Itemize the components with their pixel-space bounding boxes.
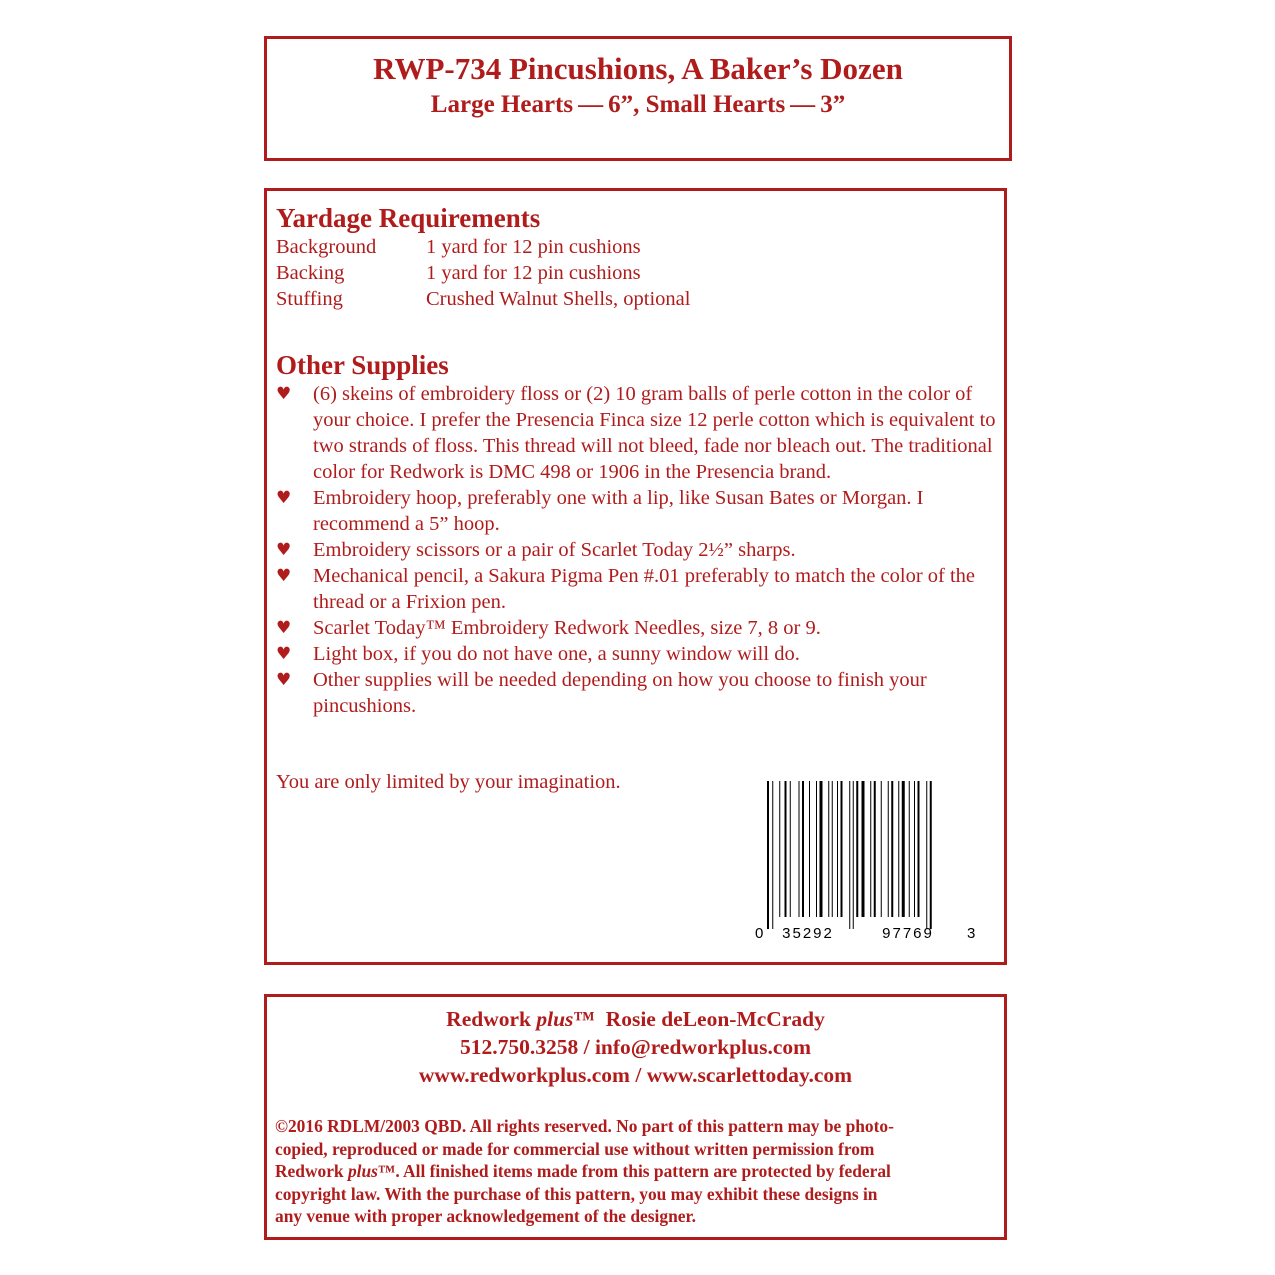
barcode-bar xyxy=(856,781,858,917)
barcode-bar xyxy=(832,781,833,917)
barcode-bar xyxy=(862,781,865,917)
barcode-bar xyxy=(772,781,773,929)
page-title: RWP-734 Pincushions, A Baker’s Dozen xyxy=(373,51,903,86)
yardage-name: Background xyxy=(276,236,377,258)
page-subtitle: Large Hearts — 6”, Small Hearts — 3” xyxy=(430,91,846,118)
barcode-bar xyxy=(849,781,850,929)
website-link-redworkplus[interactable]: www.redworkplus.com xyxy=(418,1063,630,1087)
heart-bullet-icon: ♥ xyxy=(276,384,292,404)
barcode-bar xyxy=(930,781,932,929)
barcode-bar xyxy=(902,781,905,917)
requirements-box xyxy=(264,188,1007,965)
copyright-line: copyright law. With the purchase of this pattern, you may exhibit these designs in xyxy=(275,1183,878,1204)
phone-number: 512.750.3258 xyxy=(459,1035,579,1059)
yardage-value: Crushed Walnut Shells, optional xyxy=(426,288,691,310)
heart-bullet-icon: ♥ xyxy=(276,644,292,664)
barcode-bar xyxy=(909,781,910,917)
contact-box xyxy=(264,994,1007,1240)
barcode-digit-first: 0 xyxy=(755,925,764,941)
email-link[interactable]: info@redworkplus.com xyxy=(594,1035,812,1059)
barcode-bar xyxy=(870,781,871,917)
supply-text: Mechanical pencil, a Sakura Pigma Pen #.01 preferably to match the color of the thread or a Frixion pen. xyxy=(313,565,976,613)
list-item xyxy=(276,641,1006,667)
websites-line: www.redworkplus.com / www.scarlettoday.com xyxy=(418,1063,853,1087)
copyright-line: any venue with proper acknowledgement of the designer. xyxy=(275,1206,696,1226)
supply-text: Embroidery scissors or a pair of Scarlet Today 2½” sharps. xyxy=(313,539,796,561)
yardage-row-backing xyxy=(276,260,641,286)
yardage-name: Stuffing xyxy=(276,288,343,310)
heart-bullet-icon: ♥ xyxy=(276,670,292,690)
barcode-bar xyxy=(809,781,810,917)
barcode-bar xyxy=(888,781,889,917)
supply-text: (6) skeins of embroidery floss or (2) 10 gram balls of perle cotton in the color of your choice. I prefer the Presencia Finca size 12 perle cotton which is equivalent to two strands of floss. This thread will not bleed, fade nor bleach out. The traditional color for Redwork is DMC 498 or 1906 in the Presencia brand. xyxy=(313,383,996,483)
brand-name: Redwork xyxy=(446,1007,531,1031)
barcode-bar xyxy=(837,781,838,917)
copyright-text: Redwork xyxy=(275,1161,348,1181)
barcode-digit-last: 3 xyxy=(967,925,976,941)
barcode-bar xyxy=(898,781,899,917)
barcode-bar xyxy=(767,781,769,929)
barcode-digits-left: 35292 xyxy=(782,925,834,941)
website-link-scarlettoday[interactable]: www.scarlettoday.com xyxy=(646,1063,853,1087)
barcode-bar xyxy=(802,781,804,917)
brand-suffix: plus xyxy=(536,1007,574,1031)
list-item xyxy=(276,563,1006,615)
yardage-name: Backing xyxy=(276,262,345,284)
supplies-heading: Other Supplies xyxy=(276,350,449,380)
heart-bullet-icon: ♥ xyxy=(276,618,292,638)
copyright-text: ™. All finished items made from this pattern are protected by federal xyxy=(377,1161,891,1181)
list-item xyxy=(276,537,1006,563)
barcode-bar xyxy=(828,781,829,917)
barcode-bars xyxy=(767,781,932,929)
heart-bullet-icon: ♥ xyxy=(276,566,292,586)
list-item xyxy=(276,615,1006,641)
supplies-list xyxy=(276,381,1006,719)
yardage-row-background xyxy=(276,234,641,260)
barcode-digits-right: 97769 xyxy=(882,925,934,941)
barcode-bar xyxy=(841,781,843,917)
list-item xyxy=(276,667,1006,719)
barcode-bar xyxy=(881,781,882,917)
barcode-bar xyxy=(891,781,893,917)
supply-text: Light box, if you do not have one, a sunny window will do. xyxy=(313,643,800,665)
copyright-brand-suffix: plus xyxy=(347,1161,378,1181)
copyright-line: ©2016 RDLM/2003 QBD. All rights reserved. No part of this pattern may be photo- xyxy=(275,1116,894,1136)
yardage-heading: Yardage Requirements xyxy=(276,203,541,233)
list-item xyxy=(276,381,1006,485)
author-name: Rosie deLeon-McCrady xyxy=(605,1007,825,1031)
barcode-bar xyxy=(779,781,780,917)
supply-text: Other supplies will be needed depending on how you choose to finish your pincushions. xyxy=(313,669,927,717)
yardage-value: 1 yard for 12 pin cushions xyxy=(426,236,641,258)
closing-statement: You are only limited by your imagination. xyxy=(276,771,621,793)
barcode-bar xyxy=(785,781,787,917)
copyright-line xyxy=(275,1160,1000,1183)
list-item xyxy=(276,485,1006,537)
heart-bullet-icon: ♥ xyxy=(276,540,292,560)
supply-text: Embroidery hoop, preferably one with a lip, like Susan Bates or Morgan. I recommend a 5” hoop. xyxy=(313,487,924,535)
barcode-bar xyxy=(918,781,920,917)
barcode-bar xyxy=(874,781,876,917)
copyright-notice xyxy=(275,1115,1000,1228)
title-box xyxy=(264,36,1012,161)
barcode xyxy=(755,781,977,941)
trademark-symbol: ™ xyxy=(573,1007,595,1031)
phone-email-line: 512.750.3258 / info@redworkplus.com xyxy=(459,1035,812,1059)
barcode-bar xyxy=(820,781,823,917)
barcode-bar xyxy=(914,781,915,917)
yardage-row-stuffing xyxy=(276,286,690,312)
barcode-bar xyxy=(926,781,927,929)
barcode-bar xyxy=(853,781,854,929)
copyright-line: copied, reproduced or made for commercial use without written permission from xyxy=(275,1138,875,1159)
yardage-value: 1 yard for 12 pin cushions xyxy=(426,262,641,284)
heart-bullet-icon: ♥ xyxy=(276,488,292,508)
contact-block xyxy=(267,1005,1004,1089)
barcode-bar xyxy=(790,781,791,917)
barcode-bar xyxy=(799,781,800,917)
barcode-bar xyxy=(816,781,817,917)
brand-line xyxy=(267,1005,1004,1033)
supply-text: Scarlet Today™ Embroidery Redwork Needles, size 7, 8 or 9. xyxy=(313,617,821,639)
